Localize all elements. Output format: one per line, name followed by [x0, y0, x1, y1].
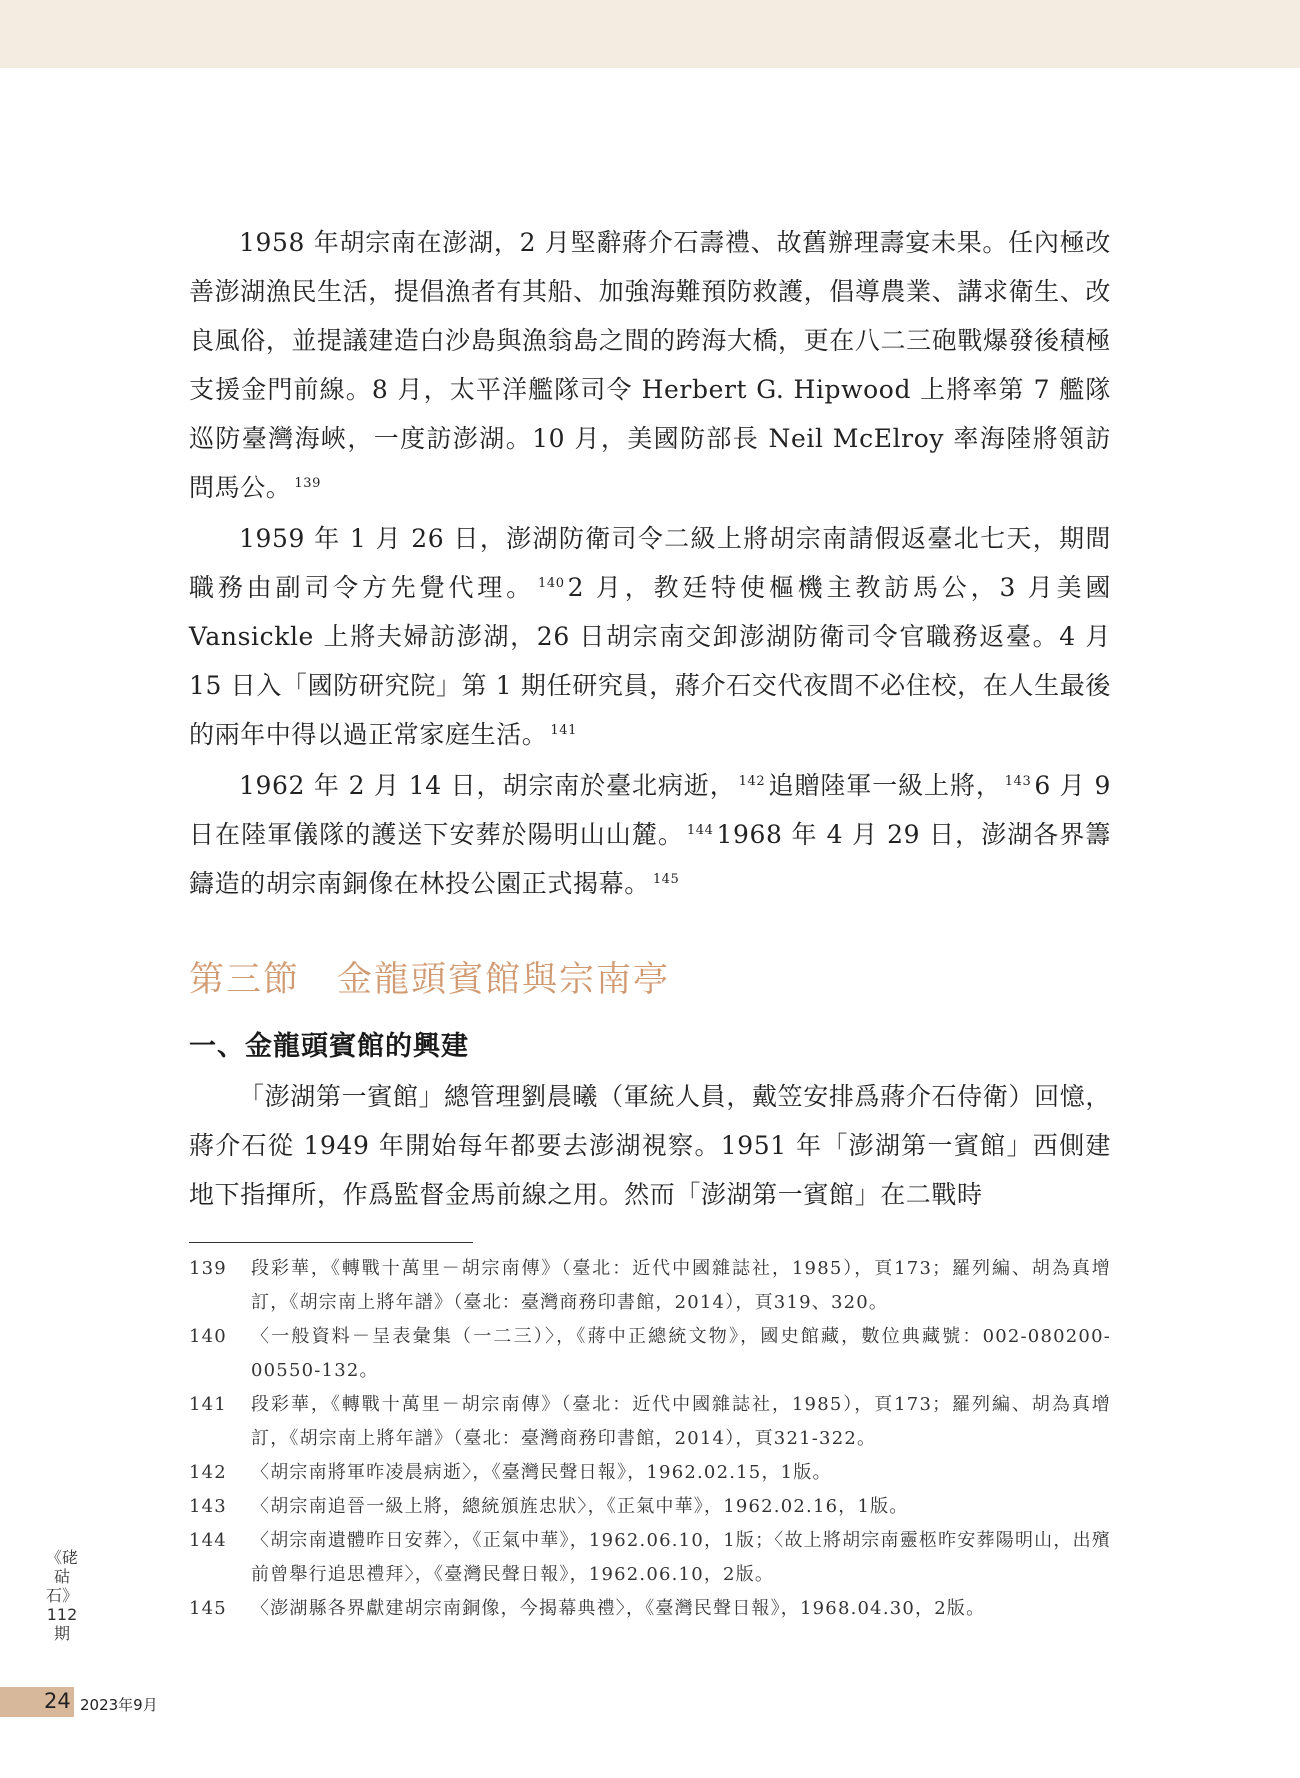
footnote-ref-142[interactable]: 142	[738, 773, 766, 789]
footnote-number: 139	[189, 1258, 227, 1279]
footnote-text: 段彩華，《轉戰十萬里－胡宗南傳》（臺北：近代中國雜誌社，1985），頁173；羅列編、胡為真增訂，《胡宗南上將年譜》（臺北：臺灣商務印書館，2014），頁319、320。	[251, 1258, 1111, 1313]
footnote-143	[189, 1490, 1111, 1524]
footnote-divider	[189, 1242, 473, 1243]
issue-date: 2023年9月	[80, 1696, 158, 1714]
footnote-number: 140	[189, 1326, 227, 1347]
footnote-text: 〈澎湖縣各界獻建胡宗南銅像，今揭幕典禮〉，《臺灣民聲日報》，1968.04.30，2版。	[251, 1598, 986, 1619]
footnote-ref-141[interactable]: 141	[550, 722, 578, 738]
article-body	[189, 218, 1111, 910]
footnote-number: 143	[189, 1496, 227, 1517]
footnote-140	[189, 1320, 1111, 1388]
footnote-number: 144	[189, 1530, 227, 1551]
footnote-139	[189, 1252, 1111, 1320]
paragraph-1959: 1959 年 1 月 26 日，澎湖防衛司令二級上將胡宗南請假返臺北七天，期間職務由副司令方先覺代理。 $^{140}$ 2 月，教廷特使樞機主教訪馬公，3 月美國 Vansickle 上將夫婦訪澎湖，26 日胡宗南交卸澎湖防衛司令官職務返臺。4 月 15 日入「國防研究院」第 1 期任研究員，蔣介石交代夜間不必住校，在人生最後的兩年中得以過正常家庭生活。 $^{141}$	[189, 524, 1112, 749]
footnotes	[189, 1252, 1111, 1626]
footnote-number: 141	[189, 1394, 227, 1415]
footnote-ref-140[interactable]: 140	[537, 575, 565, 591]
subsection-title: 一、金龍頭賓館的興建	[189, 1031, 469, 1062]
magazine-issue-label: 《硓𥑮石》112期	[45, 1548, 78, 1643]
footnote-text: 〈胡宗南遺體昨日安葬〉，《正氣中華》，1962.06.10，1版；〈故上將胡宗南靈柩昨安葬陽明山，出殯前曾舉行追思禮拜〉，《臺灣民聲日報》，1962.06.10，2版。	[251, 1530, 1111, 1585]
paragraph-guesthouse: 「澎湖第一賓館」總管理劉晨曦（軍統人員，戴笠安排爲蔣介石侍衛）回憶，蔣介石從 1949 年開始每年都要去澎湖視察。1951 年「澎湖第一賓館」西側建地下指揮所，作爲監督金馬前線之用。然而「澎湖第一賓館」在二戰時	[189, 1082, 1111, 1209]
footnote-141	[189, 1388, 1111, 1456]
footnote-ref-145[interactable]: 145	[652, 871, 680, 887]
page-number: 24	[44, 1689, 71, 1713]
footnote-number: 145	[189, 1598, 227, 1619]
footnote-144	[189, 1524, 1111, 1592]
article-body-continued	[189, 1072, 1111, 1221]
paragraph-1962: 1962 年 2 月 14 日，胡宗南於臺北病逝， $^{142}$ 追贈陸軍一級上將， $^{143}$ 6 月 9 日在陸軍儀隊的護送下安葬於陽明山山麓。 $^{144}$ 1968 年 4 月 29 日，澎湖各界籌鑄造的胡宗南銅像在林投公園正式揭幕。 $^{145}$	[189, 771, 1111, 898]
footnote-text: 〈胡宗南追晉一級上將，總統頒旌忠狀〉，《正氣中華》，1962.02.16，1版。	[251, 1496, 909, 1517]
footnote-number: 142	[189, 1462, 227, 1483]
header-band	[0, 0, 1300, 68]
section-title: 第三節 金龍頭賓館與宗南亭	[189, 960, 671, 1000]
paragraph-1958: 1958 年胡宗南在澎湖，2 月堅辭蔣介石壽禮、故舊辦理壽宴未果。任內極改善澎湖漁民生活，提倡漁者有其船、加強海難預防救護，倡導農業、講求衛生、改良風俗，並提議建造白沙島與漁翁島之間的跨海大橋，更在八二三砲戰爆發後積極支援金門前線。8 月，太平洋艦隊司令 Herbert G. Hipwood 上將率第 7 艦隊巡防臺灣海峽，一度訪澎湖。10 月，美國防部長 Neil McElroy 率海陸將領訪問馬公。 $^{139}$	[189, 228, 1111, 502]
footnote-ref-139[interactable]: 139	[294, 475, 322, 491]
footnote-ref-144[interactable]: 144	[686, 822, 714, 838]
footnote-ref-143[interactable]: 143	[1004, 773, 1032, 789]
footnote-145	[189, 1592, 1111, 1626]
footnote-142	[189, 1456, 1111, 1490]
footnote-text: 〈一般資料－呈表彙集（一二三）〉，《蔣中正總統文物》，國史館藏，數位典藏號：002-080200-00550-132。	[251, 1326, 1111, 1381]
footnote-text: 段彩華，《轉戰十萬里－胡宗南傳》（臺北：近代中國雜誌社，1985），頁173；羅列編、胡為真增訂，《胡宗南上將年譜》（臺北：臺灣商務印書館，2014），頁321-322。	[251, 1394, 1111, 1449]
footnote-text: 〈胡宗南將軍昨凌晨病逝〉，《臺灣民聲日報》，1962.02.15，1版。	[251, 1462, 832, 1483]
